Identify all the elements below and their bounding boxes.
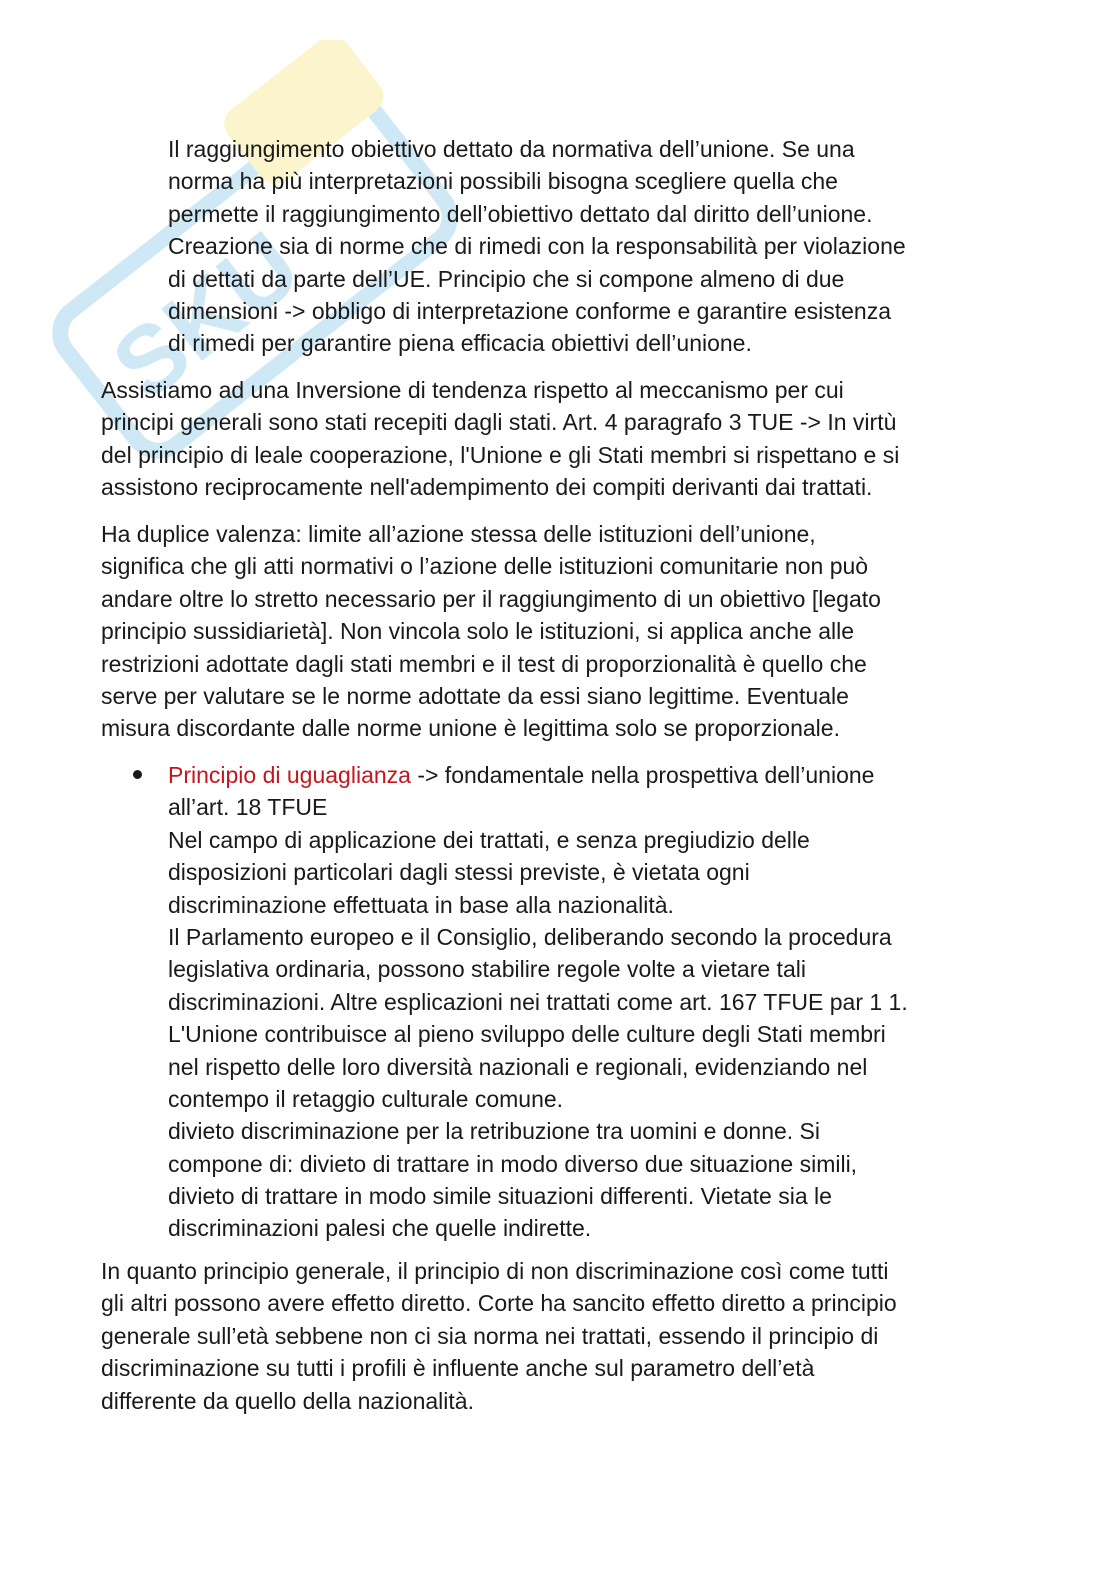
text-line: discriminazione effettuata in base alla nazionalità. (168, 891, 674, 918)
text-line: gli altri possono avere effetto diretto. Corte ha sancito effetto diretto a principio (101, 1290, 897, 1317)
text-line: del principio di leale cooperazione, l'Unione e gli Stati membri si rispettano e si (101, 441, 900, 468)
text-line: norma ha più interpretazioni possibili bisogna scegliere quella che (168, 168, 838, 195)
text-line: Il raggiungimento obiettivo dettato da normativa dell’unione. Se una (168, 136, 855, 162)
text-line: assistono reciprocamente nell'adempimento dei compiti derivanti dai trattati. (101, 474, 873, 501)
text-line: dimensioni -> obbligo di interpretazione conforme e garantire esistenza (168, 297, 891, 324)
text-line: Creazione sia di norme che di rimedi con la responsabilità per violazione (168, 233, 906, 260)
text-line: generale sull’età sebbene non ci sia norma nei trattati, essendo il principio di (101, 1322, 879, 1349)
bullet-heading (168, 759, 908, 791)
svg-text:SKU: SKU (93, 211, 320, 421)
text-line: Nel campo di applicazione dei trattati, e senza pregiudizio delle (168, 826, 810, 853)
bullet-title-rest: -> fondamentale nella prospettiva dell’unione (410, 762, 875, 788)
text-line: restrizioni adottate dagli stati membri e il test di proporzionalità è quello che (101, 650, 867, 677)
bullet-title: Principio di uguaglianza (168, 762, 411, 788)
paragraph-inversione (101, 374, 899, 504)
text-line: L'Unione contribuisce al pieno sviluppo delle culture degli Stati membri (168, 1021, 886, 1048)
text-line: discriminazione su tutti i profili è influente anche sul parametro dell’età (101, 1355, 815, 1382)
bullet-principio-uguaglianza (168, 759, 908, 1245)
text-line: significa che gli atti normativi o l’azione delle istituzioni comunitarie non può (101, 553, 869, 580)
paragraph-non-discriminazione (101, 1255, 897, 1417)
text-line: contempo il retaggio culturale comune. (168, 1085, 564, 1112)
text-line: divieto discriminazione per la retribuzione tra uomini e donne. Si (168, 1118, 821, 1145)
text-line: divieto di trattare in modo simile situazioni differenti. Vietate sia le (168, 1183, 832, 1210)
text-line: di dettati da parte dell’UE. Principio che si compone almeno di due (168, 265, 845, 292)
text-line: principi generali sono stati recepiti dagli stati. Art. 4 paragrafo 3 TUE -> In virtù (101, 409, 897, 436)
paragraph-objective (168, 133, 906, 360)
text-line: discriminazioni palesi che quelle indirette. (168, 1215, 592, 1242)
text-line: differente da quello della nazionalità. (101, 1387, 474, 1414)
text-line: Ha duplice valenza: limite all’azione stessa delle istituzioni dell’unione, (101, 521, 816, 547)
text-line: legislativa ordinaria, possono stabilire regole volte a vietare tali (168, 956, 806, 983)
text-line: In quanto principio generale, il principio di non discriminazione così come tutti (101, 1258, 889, 1284)
text-line: principio sussidiarietà]. Non vincola solo le istituzioni, si applica anche alle (101, 618, 855, 645)
text-line: permette il raggiungimento dell’obiettivo dettato dal diritto dell’unione. (168, 200, 873, 227)
text-line: di rimedi per garantire piena efficacia obiettivi dell’unione. (168, 330, 752, 357)
text-line: nel rispetto delle loro diversità nazionali e regionali, evidenziando nel (168, 1053, 868, 1080)
text-line: discriminazioni. Altre esplicazioni nei trattati come art. 167 TFUE par 1 1. (168, 988, 908, 1015)
text-line: serve per valutare se le norme adottate da essi siano legittime. Eventuale (101, 682, 849, 709)
text-line: all’art. 18 TFUE (168, 794, 328, 821)
paragraph-duplice-valenza (101, 518, 881, 745)
text-line: Il Parlamento europeo e il Consiglio, deliberando secondo la procedura (168, 923, 892, 950)
text-line: misura discordante dalle norme unione è legittima solo se proporzionale. (101, 715, 840, 742)
bullet-dot-icon (133, 770, 142, 779)
text-line: Assistiamo ad una Inversione di tendenza rispetto al meccanismo per cui (101, 377, 844, 403)
text-line: andare oltre lo stretto necessario per il raggiungimento di un obiettivo [legato (101, 585, 881, 612)
text-line: disposizioni particolari dagli stessi previste, è vietata ogni (168, 859, 750, 886)
text-line: compone di: divieto di trattare in modo diverso due situazione simili, (168, 1150, 858, 1177)
